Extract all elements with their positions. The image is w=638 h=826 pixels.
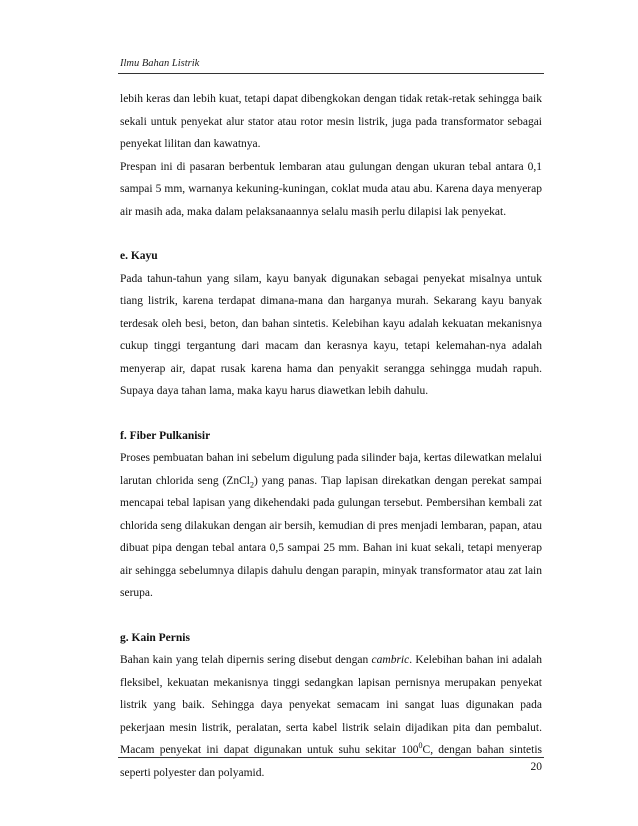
- pernis-superscript: 0: [418, 741, 423, 751]
- pernis-text-b: . Kelebihan bahan ini adalah fleksibel, kekuatan mekanisnya tinggi sedangkan lapisan pernisnya merupakan penyekat listrik yang baik. Sehingga daya penyekat semacam ini sangat luas digunakan pada pekerjaan mesin listrik, peralatan, serta kabel listrik selain dijadikan pita dan pembalut. Macam penyekat ini dapat digunakan untuk suhu sekitar 100: [120, 654, 542, 756]
- paragraph-pernis: [120, 649, 542, 784]
- pernis-text-a: Bahan kain yang telah dipernis sering disebut dengan: [120, 654, 372, 666]
- page-body: [120, 88, 542, 784]
- pernis-italic-term: cambric: [371, 654, 410, 666]
- header-rule: [118, 73, 544, 74]
- paragraph-fiber: [120, 447, 542, 605]
- page-number: 20: [530, 761, 542, 773]
- section-title-pernis: g. Kain Pernis: [120, 631, 190, 644]
- paragraph-kayu: Pada tahun-tahun yang silam, kayu banyak digunakan sebagai penyekat misalnya untuk tiang listrik, karena terdapat dimana-mana dan harganya murah. Sekarang kayu banyak terdesak oleh besi, beton, dan bahan sintetis. Kelebihan kayu adalah kekuatan mekanisnya cukup tinggi tergantung dari macam dan kerasnya kayu, tetapi kelemahan-nya adalah menyerap air, dapat rusak karena hama dan penyakit serangga sehingga mudah rapuh. Supaya daya tahan lama, maka kayu harus diawetkan lebih dahulu.: [120, 272, 542, 397]
- paragraph-prespan-2: Prespan ini di pasaran berbentuk lembaran atau gulungan dengan ukuran tebal antara 0,1 sampai 5 mm, warnanya kekuning-kuningan, coklat muda atau abu. Karena daya menyerap air masih ada, maka dalam pelaksanaannya selalu masih perlu dilapisi lak penyekat.: [120, 160, 542, 218]
- running-header: Ilmu Bahan Listrik: [120, 58, 200, 69]
- fiber-text-after: ) yang panas. Tiap lapisan direkatkan dengan perekat sampai mencapai tebal lapisan yang dikehendaki pada gulungan tersebut. Pembersihan kembali zat chlorida seng dilakukan dengan air bersih, kemudian di pres menjadi lembaran, papan, atau dibuat pipa dengan tebal antara 0,5 sampai 25 mm. Bahan ini kuat sekali, tetapi menyerap air sehingga sebelumnya dilapis dahulu dengan parapin, minyak transformator atau zat lain serupa.: [120, 474, 542, 599]
- fiber-text-before: Proses pembuatan bahan ini sebelum digulung pada silinder baja, kertas dilewatkan melalui larutan chlorida seng (ZnCl: [120, 452, 542, 487]
- paragraph-prespan-1: lebih keras dan lebih kuat, tetapi dapat dibengkokan dengan tidak retak-retak sehingga baik sekali untuk penyekat alur stator atau rotor mesin listrik, juga pada transformator sebagai penyekat lilitan dan kawatnya.: [120, 93, 542, 150]
- fiber-subscript: 2: [250, 479, 254, 489]
- pernis-text-c: C, dengan bahan sintetis seperti polyester dan polyamid.: [120, 744, 542, 779]
- footer-rule: [118, 757, 544, 758]
- section-title-fiber: f. Fiber Pulkanisir: [120, 429, 211, 442]
- section-title-kayu: e. Kayu: [120, 250, 158, 262]
